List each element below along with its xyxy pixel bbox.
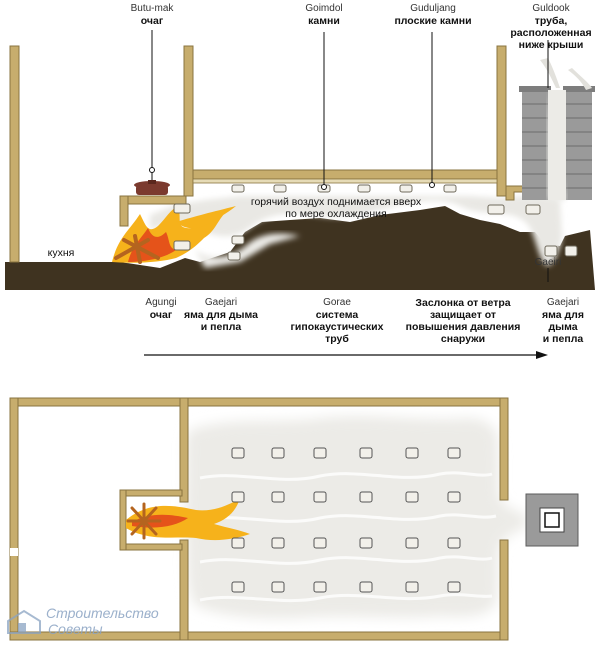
- label-guldook-line1: труба,: [534, 15, 568, 27]
- label-gaejari-2-line2: дыма: [548, 321, 578, 333]
- label-gorae-line2: гипокаустических: [290, 321, 384, 333]
- label-goimdol: [284, 3, 364, 27]
- label-gaejari-2-romanized: Gaejari: [546, 297, 580, 308]
- plan-view: [10, 398, 578, 640]
- plan-hearth-left: [120, 490, 126, 550]
- label-gorae-line1: система: [315, 309, 359, 321]
- label-guldook: [506, 3, 596, 51]
- plan-wall-right-top: [500, 398, 508, 500]
- floor-slab: [193, 170, 497, 179]
- hearth-stone: [174, 241, 190, 250]
- label-damper-line2: защищает от: [429, 309, 497, 321]
- chimney-base-stone: [488, 205, 504, 214]
- goimdol-stones: [232, 185, 456, 192]
- label-gudeuljang-romanized: Guduljang: [410, 3, 456, 14]
- label-gaejari-2: [530, 297, 596, 345]
- label-gaejari-2-line3: и пепла: [542, 333, 584, 345]
- label-damper-line3: повышения давления: [405, 321, 521, 333]
- plan-wall-top-right: [186, 398, 508, 406]
- label-gaeiri: Gaeiri: [534, 257, 562, 268]
- flow-arrow-head: [536, 351, 548, 359]
- label-agungi-romanized: Agungi: [145, 297, 177, 308]
- label-goimdol-russian: камни: [308, 15, 340, 27]
- label-gorae-romanized: Gorae: [323, 297, 351, 308]
- label-gaejari-1-line1: яма для дыма: [184, 309, 258, 321]
- floor-slab-under: [193, 179, 497, 183]
- label-gaejari-2-line1: яма для: [542, 309, 584, 321]
- label-hot-air-line1: горячий воздух поднимается вверх: [250, 196, 422, 208]
- label-damper: [400, 297, 526, 345]
- plan-chimney: [526, 494, 578, 546]
- hearth-shelf-leg: [120, 196, 128, 226]
- cooking-pot-icon: [134, 168, 170, 196]
- label-butumak-romanized: Butu-mak: [130, 3, 174, 14]
- label-goimdol-romanized: Goimdol: [305, 3, 343, 14]
- hearth-stone: [228, 252, 240, 260]
- chimney-base-stone: [545, 246, 557, 256]
- label-damper-line1: Заслонка от ветра: [415, 297, 511, 309]
- label-hot-air: [236, 196, 436, 220]
- label-guldook-line3: ниже крыши: [518, 39, 584, 51]
- plan-wall-middle-top: [180, 398, 188, 502]
- plan-wall-top-left: [10, 398, 188, 406]
- label-butumak-russian: очаг: [140, 15, 164, 27]
- label-gudeuljang: [378, 3, 488, 27]
- chimney: [519, 58, 595, 200]
- watermark-line2: Советы: [48, 621, 103, 637]
- plan-wall-middle-bottom: [180, 540, 188, 640]
- hearth-shelf: [120, 196, 186, 204]
- label-gudeuljang-russian: плоские камни: [394, 15, 472, 27]
- label-hot-air-line2: по мере охлаждения: [285, 208, 387, 220]
- hearth-stone: [174, 204, 190, 213]
- label-guldook-romanized: Guldook: [532, 3, 570, 14]
- plan-wall-left: [10, 398, 18, 640]
- chimney-base-stone: [565, 246, 577, 256]
- label-gaejari-1: [180, 297, 262, 333]
- label-gorae: [282, 297, 392, 345]
- label-damper-line4: снаружи: [440, 333, 486, 345]
- label-agungi-russian: очаг: [149, 309, 173, 321]
- watermark-text: [46, 605, 159, 637]
- label-kitchen: кухня: [47, 247, 75, 259]
- left-wall: [10, 46, 19, 262]
- ground: [5, 262, 110, 290]
- plan-door-mark: [10, 548, 18, 556]
- label-gaejari-1-line2: и пепла: [200, 321, 242, 333]
- hearth-stone: [232, 236, 244, 244]
- middle-wall: [184, 46, 193, 196]
- plan-hearth-top: [120, 490, 182, 496]
- label-gaejari-1-romanized: Gaejari: [204, 297, 238, 308]
- label-gorae-line3: труб: [325, 333, 349, 345]
- label-butumak: [112, 3, 192, 27]
- watermark-line1: Строительство: [46, 605, 159, 621]
- right-wall: [497, 46, 506, 196]
- chimney-base-stone: [526, 205, 540, 214]
- plan-hearth-bottom: [120, 544, 182, 550]
- label-guldook-line2: расположенная: [510, 27, 592, 39]
- label-agungi: [138, 297, 184, 321]
- plan-wall-right-bottom: [500, 540, 508, 640]
